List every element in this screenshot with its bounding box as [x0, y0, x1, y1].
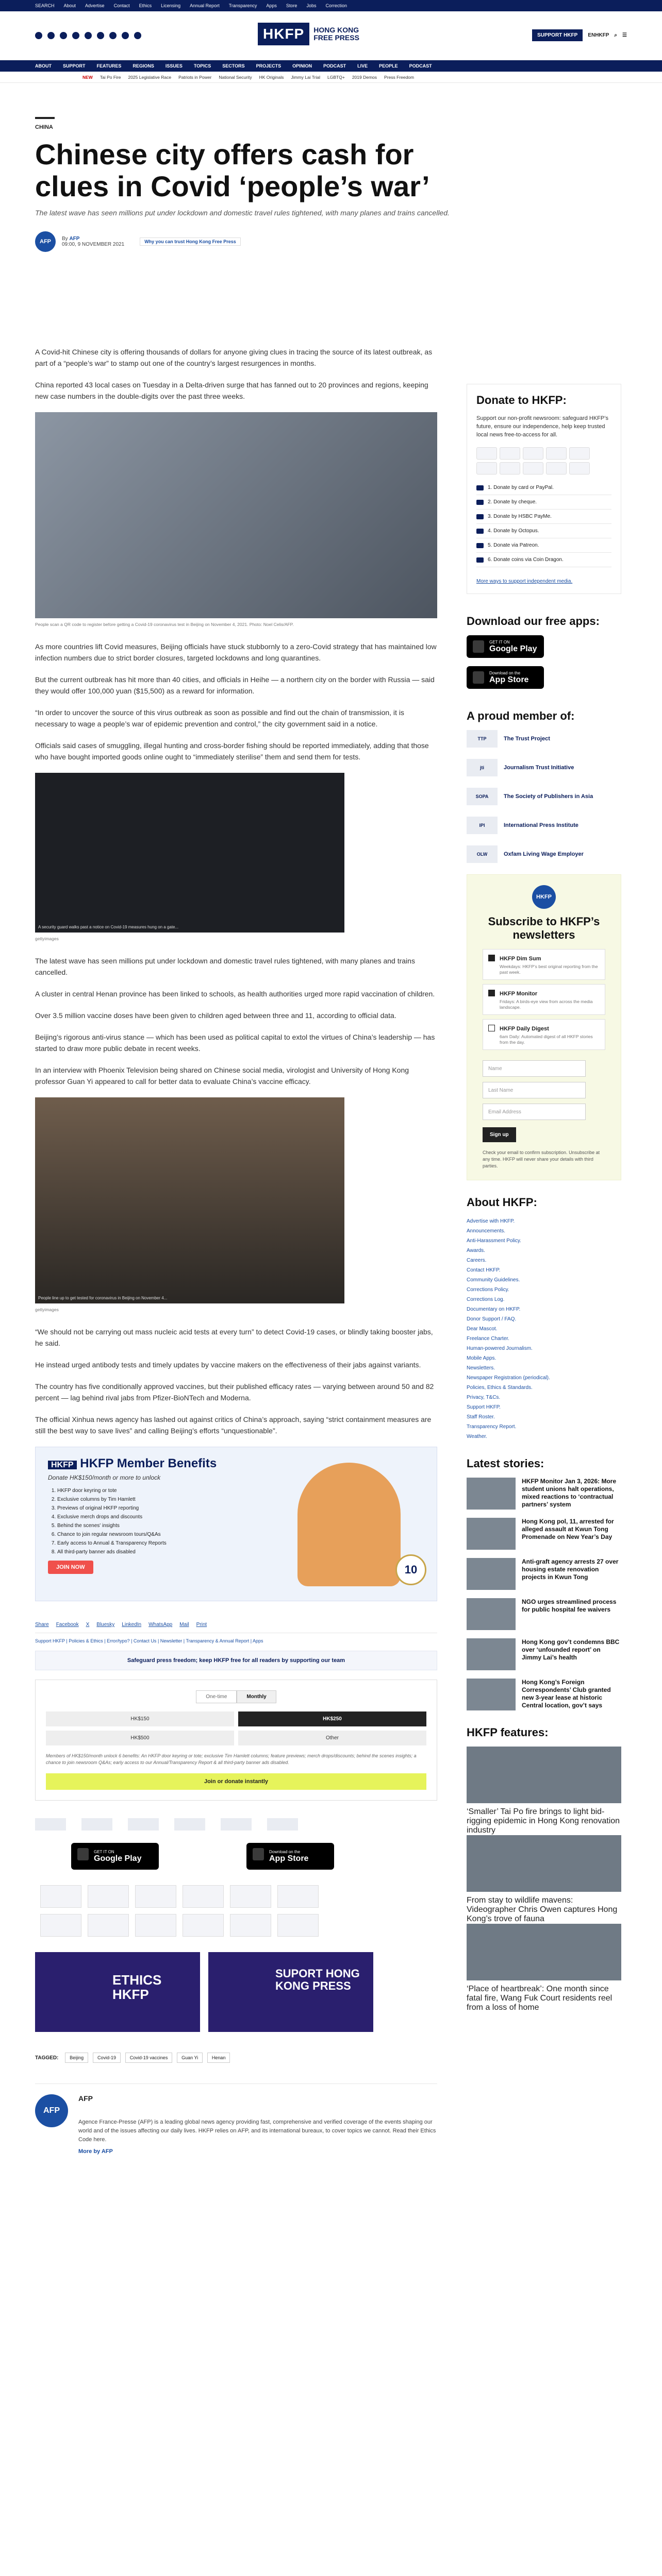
paragraph: A cluster in central Henan province has been linked to schools, as health authorities urged more rapid vaccination of children.: [35, 990, 435, 998]
getty-credit: gettyimages: [35, 1307, 59, 1312]
anniversary-badge: 10: [395, 1554, 426, 1585]
nav-item[interactable]: PEOPLE: [379, 63, 398, 69]
about-link[interactable]: Donor Support / FAQ.: [467, 1316, 517, 1322]
newsletter-option[interactable]: HKFP Dim Sum Weekdays: HKFP’s best original reporting from the past week.: [483, 949, 605, 980]
telegram-icon[interactable]: [122, 32, 129, 39]
x-icon[interactable]: [47, 32, 55, 39]
feature-title[interactable]: From stay to wildlife mavens: Videographer Chris Owen captures Hong Kong’s trove of fauna: [467, 1896, 618, 1923]
about-link[interactable]: Freelance Charter.: [467, 1336, 509, 1342]
nav-item[interactable]: REGIONS: [133, 63, 154, 69]
about-link[interactable]: Community Guidelines.: [467, 1277, 520, 1283]
partner-logo[interactable]: [221, 1818, 252, 1831]
getty-caption: People line up to get tested for coronavirus in Beijing on November 4...: [38, 1296, 168, 1300]
author-name[interactable]: AFP: [69, 236, 80, 242]
amount-option[interactable]: HK$500: [46, 1731, 234, 1745]
tag[interactable]: Covid-19 vaccines: [125, 2053, 173, 2063]
benefit-item: 8. All third-party banner ads disabled: [57, 1548, 424, 1556]
utility-link[interactable]: Correction: [325, 3, 347, 8]
paragraph: Beijing’s rigorous anti-virus stance — which has been used as political capital to extol the virtues of China’s leadership — has started to draw more public debate in recent weeks.: [35, 1033, 435, 1053]
partner-logo[interactable]: [128, 1818, 159, 1831]
apps-title: Download our free apps:: [467, 615, 600, 628]
utility-link[interactable]: Jobs: [306, 3, 317, 8]
tags-label: TAGGED:: [35, 2055, 59, 2061]
about-link[interactable]: Policies, Ethics & Standards.: [467, 1385, 533, 1391]
app-store-badge[interactable]: Download on the App Store: [246, 1843, 334, 1870]
benefit-item: 4. Exclusive merch drops and discounts: [57, 1513, 424, 1521]
support-press-banner[interactable]: SUPORT HONG KONG PRESS: [208, 1952, 373, 2032]
payme-icon: [476, 514, 484, 519]
checkbox[interactable]: [488, 1025, 495, 1031]
story-item[interactable]: HKFP Monitor Jan 3, 2026: More student unions halt operations, mixed reactions to ‘contractual partners’ system: [467, 1478, 621, 1510]
donate-widget: [467, 384, 621, 594]
partner-logo[interactable]: [174, 1818, 205, 1831]
paypal-icon: [569, 462, 590, 474]
share-mail[interactable]: Mail: [179, 1622, 189, 1628]
jcb-icon: [569, 447, 590, 460]
nav-item[interactable]: FEATURES: [96, 63, 122, 69]
discover-icon: [277, 1885, 319, 1908]
nav-item[interactable]: SECTORS: [222, 63, 245, 69]
tab-monthly[interactable]: Monthly: [237, 1690, 276, 1703]
trending-link[interactable]: Tai Po Fire: [100, 74, 121, 80]
nav-item[interactable]: PROJECTS: [256, 63, 282, 69]
story-thumbnail: [467, 1518, 516, 1550]
about-link[interactable]: Careers.: [467, 1258, 487, 1263]
linkedin-icon[interactable]: [97, 32, 104, 39]
membership-note: Members of HK$150/month unlock 6 benefits: An HKFP door keyring or tote; exclusive Tim Hamlett columns; feature previews; merch drops/discounts; behind the scenes insights; a chance to join newsroom Q&As; early access to our Annual/Transparency Report & all third-party banner ads disabled.: [46, 1753, 417, 1765]
paragraph: As more countries lift Covid measures, Beijing officials have stuck stubbornly to a zero-Covid strategy that has maintained low infection numbers due to strict border closures, targeted lockdowns and long quarantines.: [35, 642, 437, 662]
paragraph: The latest wave has seen millions put under lockdown and domestic travel rules tightened, with many planes and trains cancelled.: [35, 957, 415, 976]
language-switch[interactable]: ENHKFP: [588, 32, 609, 38]
paragraph: But the current outbreak has hit more than 40 cities, and officials in Heihe — a northern city on the border with Russia — said they would offer 100,000 yuan ($15,500) as a reward for information.: [35, 675, 435, 695]
email-input[interactable]: Email Address: [483, 1104, 586, 1120]
nav-item[interactable]: TOPICS: [193, 63, 211, 69]
patreon-icon: [135, 1914, 176, 1937]
story-thumbnail: [467, 1598, 516, 1630]
tag[interactable]: Covid-19: [93, 2053, 121, 2063]
apple-icon: [473, 671, 484, 684]
utility-link[interactable]: SEARCH: [35, 3, 55, 8]
tab-one-time[interactable]: One-time: [196, 1690, 237, 1703]
section-label[interactable]: CHINA: [35, 117, 55, 130]
author-avatar[interactable]: AFP: [35, 231, 56, 252]
google-play-icon: [473, 640, 484, 653]
mascot-illustration: [297, 1463, 401, 1586]
feature-title[interactable]: ‘Place of heartbreak’: One month since fatal fire, Wang Fuk Court residents reel from a loss of home: [467, 1985, 613, 2012]
author-box: [35, 2083, 437, 2155]
amount-option[interactable]: HK$150: [46, 1711, 234, 1726]
paragraph: A Covid-hit Chinese city is offering thousands of dollars for anyone giving clues in tracing the source of its latest outbreak, as part of a “people’s war” to stamp out one of the country’s largest resurgences in months.: [35, 348, 433, 367]
menu-icon[interactable]: ☰: [622, 32, 627, 38]
google-play-icon: [77, 1848, 89, 1860]
member-org[interactable]: jti Journalism Trust Initiative: [467, 759, 621, 776]
trending-link[interactable]: National Security: [219, 74, 252, 80]
feature-title[interactable]: ‘Smaller’ Tai Po fire brings to light bid-rigging epidemic in Hong Kong renovation industry: [467, 1807, 620, 1835]
feature-image[interactable]: [467, 1835, 621, 1892]
member-org[interactable]: SOPA The Society of Publishers in Asia: [467, 788, 621, 805]
mastercard-icon: [476, 447, 497, 460]
member-benefits-promo[interactable]: [35, 1447, 437, 1601]
newsletter-widget: [467, 874, 621, 1180]
getty-photo[interactable]: [35, 773, 344, 933]
about-link[interactable]: Weather.: [467, 1434, 487, 1439]
trending-link[interactable]: Jimmy Lai Trial: [291, 74, 321, 80]
site-header: [0, 11, 662, 60]
trending-bar: [0, 72, 662, 83]
support-button[interactable]: SUPPORT HKFP: [532, 29, 583, 41]
paragraph: The country has five conditionally approved vaccines, but their published efficacy rates — varying between around 50 and 82 percent — lag behind rival jabs from Pfizer-BioNTech and Moderna.: [35, 1382, 434, 1402]
article-title: Chinese city offers cash for clues in Covid ‘people’s war’: [35, 138, 430, 202]
trending-link[interactable]: Press Freedom: [384, 74, 415, 80]
utility-link[interactable]: Ethics: [139, 3, 152, 8]
donate-title: Donate to HKFP:: [476, 394, 567, 406]
share-linkedin[interactable]: LinkedIn: [122, 1622, 142, 1628]
share-whatsapp[interactable]: WhatsApp: [148, 1622, 173, 1628]
paragraph: “In order to uncover the source of this virus outbreak as soon as possible and find out the chain of transmission, it is necessary to wage a people’s war of epidemic prevention and control,” the city government said in a notice.: [35, 708, 404, 728]
promo-title: HKFP Member Benefits: [80, 1456, 217, 1470]
author-bio: Agence France-Presse (AFP) is a leading global news agency providing fast, comprehensive and verified coverage of the events shaping our world and of the issues affecting our daily lives. HKFP relies on AFP, and its international bureaux, to cover topics we cannot. Read their Ethics Code here.: [78, 2119, 436, 2143]
trending-link[interactable]: Patriots in Power: [178, 74, 212, 80]
about-link[interactable]: Newsletters.: [467, 1365, 495, 1371]
trending-link[interactable]: HK Originals: [259, 74, 284, 80]
about-link[interactable]: Awards.: [467, 1248, 485, 1253]
feature-image[interactable]: [467, 1924, 621, 1980]
utility-link[interactable]: Advertise: [85, 3, 105, 8]
sidebar: [467, 384, 621, 2012]
newsletter-option[interactable]: HKFP Monitor Fridays: A birds-eye view from across the media landscape.: [483, 984, 605, 1015]
apple-pay-icon: [40, 1914, 81, 1937]
about-link[interactable]: Advertise with HKFP.: [467, 1218, 515, 1224]
nav-item[interactable]: LIVE: [357, 63, 368, 69]
story-item[interactable]: NGO urges streamlined process for public hospital fee waivers: [467, 1598, 621, 1630]
promo-logo: HKFP: [48, 1461, 77, 1469]
donate-text: Support our non-profit newsroom: safeguard HKFP’s future, ensure our independence, help keep trusted local news free-to-access for all.: [476, 415, 608, 438]
share-facebook[interactable]: Facebook: [56, 1622, 79, 1628]
partner-logos: [35, 1818, 437, 1831]
about-link[interactable]: Corrections Log.: [467, 1297, 505, 1302]
newsletter-logo: HKFP: [532, 885, 556, 909]
donate-option[interactable]: 3. Donate by HSBC PayMe.: [476, 510, 611, 524]
apple-pay-icon: [500, 462, 520, 474]
author-box-name[interactable]: AFP: [78, 2094, 93, 2103]
byline: [35, 231, 627, 252]
amount-option[interactable]: Other: [238, 1731, 426, 1745]
article-lede: The latest wave has seen millions put under lockdown and domestic travel rules tightened, with many planes and trains cancelled.: [35, 209, 450, 217]
amex-icon: [546, 447, 567, 460]
threads-icon[interactable]: [72, 32, 79, 39]
logo-line1: HONG KONG: [313, 26, 359, 34]
app-store-badge[interactable]: Download on the App Store: [467, 666, 544, 689]
visa-icon: [135, 1885, 176, 1908]
google-pay-icon: [88, 1914, 129, 1937]
nav-item[interactable]: OPINION: [292, 63, 312, 69]
paragraph: “We should not be carrying out mass nucleic acid tests at every turn” to detect Covid-19 cases, or blindly taking booster jabs, he said.: [35, 1328, 433, 1347]
last-name-input[interactable]: Last Name: [483, 1082, 586, 1098]
paragraph: He instead urged antibody tests and timely updates by vaccine makers on the effectiveness of their jabs against variants.: [35, 1361, 421, 1369]
tag[interactable]: Guan Yi: [177, 2053, 203, 2063]
story-thumbnail: [467, 1478, 516, 1510]
checkbox[interactable]: [488, 955, 495, 961]
partner-logo[interactable]: [81, 1818, 112, 1831]
author-avatar[interactable]: AFP: [35, 2094, 68, 2127]
payme-icon: [230, 1914, 271, 1937]
nav-item[interactable]: PODCAST: [409, 63, 432, 69]
paypal-icon: [183, 1914, 224, 1937]
latest-stories: [467, 1457, 621, 1710]
paragraph: China reported 43 local cases on Tuesday in a Delta-driven surge that has fanned out to 20 provinces and regions, keeping new case numbers in the double-digits over the past three weeks.: [35, 381, 428, 400]
google-play-badge[interactable]: GET IT ON Google Play: [71, 1843, 159, 1870]
unionpay-icon: [88, 1885, 129, 1908]
patreon-icon: [476, 543, 484, 548]
google-play-badge[interactable]: GET IT ON Google Play: [467, 635, 544, 658]
mastercard-icon: [40, 1885, 81, 1908]
paragraph: In an interview with Phoenix Television being shared on Chinese social media, virologist and University of Hong Kong professor Guan Yi appeared to call for better data to evaluate China’s vaccine efficacy.: [35, 1066, 409, 1086]
about-title: About HKFP:: [467, 1196, 537, 1209]
about-link[interactable]: Corrections Policy.: [467, 1287, 509, 1293]
about-link[interactable]: Documentary on HKFP.: [467, 1307, 521, 1312]
article-photo[interactable]: [35, 412, 437, 618]
youtube-icon[interactable]: [85, 32, 92, 39]
main-nav: [0, 60, 662, 72]
benefit-item: 1. HKFP door keyring or tote: [57, 1486, 424, 1495]
benefit-item: 5. Behind the scenes' insights: [57, 1521, 424, 1530]
whatsapp-icon[interactable]: [134, 32, 141, 39]
story-item[interactable]: Hong Kong gov’t condemns BBC over ‘unfounded report’ on Jimmy Lai’s health: [467, 1638, 621, 1670]
paragraph: Officials said cases of smuggling, illegal hunting and cross-border fishing should be reported immediately, adding that those who have bought imported goods online ought to “immediately sterilise” them and send them for tests.: [35, 741, 429, 761]
features-widget: [467, 1726, 621, 2012]
cheque-icon: [476, 500, 484, 505]
trending-link[interactable]: 2025 Legislative Race: [128, 74, 172, 80]
promo-subtitle: Donate HK$150/month or more to unlock: [48, 1474, 161, 1481]
utility-link[interactable]: Annual Report: [190, 3, 220, 8]
about-widget: [467, 1196, 621, 1442]
trust-link[interactable]: Why you can trust Hong Kong Free Press: [140, 238, 241, 246]
ethics-banner[interactable]: ETHICS HKFP: [35, 1952, 200, 2032]
partner-logo[interactable]: [267, 1818, 298, 1831]
facebook-icon[interactable]: [35, 32, 42, 39]
paragraph: Over 3.5 million vaccine doses have been given to children aged between three and 11, according to official data.: [35, 1011, 396, 1020]
unionpay-icon: [500, 447, 520, 460]
benefit-item: 3. Previews of original HKFP reporting: [57, 1504, 424, 1513]
utility-link[interactable]: About: [63, 3, 76, 8]
join-now-button[interactable]: JOIN NOW: [48, 1561, 93, 1574]
article-body: [35, 346, 437, 2155]
donation-form: [35, 1680, 437, 1801]
share-x[interactable]: X: [86, 1622, 90, 1628]
by-label: By: [62, 236, 68, 242]
tag[interactable]: Henan: [207, 2053, 230, 2063]
about-link[interactable]: Dear Mascot.: [467, 1326, 498, 1332]
about-link[interactable]: Mobile Apps.: [467, 1355, 496, 1361]
benefit-item: 2. Exclusive columns by Tim Hamlett: [57, 1495, 424, 1504]
bluesky-icon[interactable]: [109, 32, 117, 39]
share-label: Share: [35, 1622, 49, 1628]
member-org[interactable]: TTP The Trust Project: [467, 730, 621, 748]
trending-link[interactable]: LGBTQ+: [327, 74, 345, 80]
discover-icon: [476, 462, 497, 474]
publish-date: 09:00, 9 NOVEMBER 2021: [62, 242, 125, 247]
donate-option[interactable]: 6. Donate coins via Coin Dragon.: [476, 553, 611, 567]
signup-button[interactable]: Sign up: [483, 1127, 516, 1142]
join-donate-button[interactable]: Join or donate instantly: [46, 1773, 426, 1790]
coin-icon: [476, 557, 484, 563]
octopus-icon: [277, 1914, 319, 1937]
story-thumbnail: [467, 1638, 516, 1670]
about-link[interactable]: Privacy, T&Cs.: [467, 1395, 501, 1400]
about-link[interactable]: Staff Roster.: [467, 1414, 495, 1420]
member-title: A proud member of:: [467, 709, 575, 722]
logo-mark: HKFP: [258, 23, 309, 45]
benefit-item: 7. Early access to Annual & Transparency Reports: [57, 1539, 424, 1548]
first-name-input[interactable]: Name: [483, 1060, 586, 1077]
member-org[interactable]: IPI International Press Institute: [467, 817, 621, 834]
latest-title: Latest stories:: [467, 1457, 544, 1470]
tag-list: [35, 2053, 437, 2063]
utility-link[interactable]: Transparency: [228, 3, 257, 8]
about-link[interactable]: Anti-Harassment Policy.: [467, 1238, 521, 1244]
more-by-author[interactable]: More by AFP: [78, 2148, 113, 2155]
amex-icon: [183, 1885, 224, 1908]
payment-logos: [35, 1885, 324, 1937]
amount-option[interactable]: HK$250: [238, 1711, 426, 1726]
about-link[interactable]: Contact HKFP.: [467, 1267, 501, 1273]
share-print[interactable]: Print: [196, 1622, 207, 1628]
search-icon[interactable]: ⌕: [614, 32, 618, 38]
about-link[interactable]: Newspaper Registration (periodical).: [467, 1375, 550, 1381]
utility-link[interactable]: Licensing: [161, 3, 181, 8]
membership-widget: [467, 709, 621, 863]
new-badge: NEW: [82, 74, 93, 80]
story-thumbnail: [467, 1558, 516, 1590]
photo-caption: People scan a QR code to register before getting a Covid-19 coronavirus test in Beijing on November 4, 2021. Photo: Noel Celis/AFP.: [35, 622, 294, 627]
newsletter-note: Check your email to confirm subscription. Unsubscribe at any time. HKFP will never share your details with third parties.: [483, 1150, 600, 1168]
donate-option[interactable]: 4. Donate by Octopus.: [476, 524, 611, 538]
jcb-icon: [230, 1885, 271, 1908]
trending-link[interactable]: 2019 Demos: [352, 74, 377, 80]
nav-item[interactable]: PODCAST: [323, 63, 346, 69]
partner-logo[interactable]: [35, 1818, 66, 1831]
card-icon: [476, 485, 484, 490]
story-thumbnail: [467, 1679, 516, 1710]
nav-item[interactable]: ISSUES: [165, 63, 183, 69]
utility-bar: [0, 0, 662, 11]
member-org[interactable]: OLW Oxfam Living Wage Employer: [467, 845, 621, 863]
octopus-icon: [476, 529, 484, 534]
story-item[interactable]: Hong Kong’s Foreign Correspondents’ Club granted new 3-year lease at historic Central location, gov’t says: [467, 1679, 621, 1710]
donate-option[interactable]: 2. Donate by cheque.: [476, 495, 611, 510]
paragraph: The official Xinhua news agency has lashed out against critics of China’s approach, saying “strict containment measures are still the best way to save lives” and calling Beijing’s efforts “unquestionable”.: [35, 1415, 432, 1435]
logo-line2: FREE PRESS: [313, 33, 359, 42]
share-bar: [35, 1622, 437, 1633]
apple-icon: [253, 1848, 264, 1860]
feature-image[interactable]: [467, 1747, 621, 1803]
more-ways-link[interactable]: More ways to support independent media.: [476, 579, 573, 584]
apps-widget: [467, 615, 621, 689]
policy-links[interactable]: Support HKFP | Policies & Ethics | Error/typo? | Contact Us | Newsletter | Transparency & Annual Report | Apps: [35, 1638, 263, 1643]
features-title: HKFP features:: [467, 1726, 549, 1739]
nav-item[interactable]: ABOUT: [35, 63, 52, 69]
social-links: [35, 32, 141, 39]
patreon-icon: [546, 462, 567, 474]
article-header: [0, 117, 662, 252]
share-bluesky[interactable]: Bluesky: [96, 1622, 115, 1628]
donate-option[interactable]: 1. Donate by card or PayPal.: [476, 481, 611, 495]
donate-option[interactable]: 5. Donate via Patreon.: [476, 538, 611, 553]
site-logo[interactable]: [258, 23, 359, 45]
about-link[interactable]: Human-powered Journalism.: [467, 1346, 533, 1351]
utility-link[interactable]: Store: [286, 3, 297, 8]
getty-photo[interactable]: [35, 1097, 344, 1303]
getty-credit: gettyimages: [35, 936, 59, 941]
nav-item[interactable]: SUPPORT: [63, 63, 86, 69]
newsletter-title: Subscribe to HKFP’s newsletters: [488, 915, 600, 941]
google-pay-icon: [523, 462, 543, 474]
benefit-item: 6. Chance to join regular newsroom tours/Q&As: [57, 1530, 424, 1539]
story-item[interactable]: Hong Kong pol, 11, arrested for alleged assault at Kwun Tong Promenade on New Year’s Day: [467, 1518, 621, 1550]
utility-link[interactable]: Contact: [113, 3, 130, 8]
getty-caption: A security guard walks past a notice on Covid-19 measures hung on a gate...: [38, 925, 179, 929]
about-link[interactable]: Announcements.: [467, 1228, 506, 1234]
tag[interactable]: Beijing: [65, 2053, 88, 2063]
instagram-icon[interactable]: [60, 32, 67, 39]
story-item[interactable]: Anti-graft agency arrests 27 over housing estate renovation projects in Kwun Tong: [467, 1558, 621, 1590]
checkbox[interactable]: [488, 990, 495, 996]
visa-icon: [523, 447, 543, 460]
payment-icons: [476, 447, 611, 474]
about-link[interactable]: Support HKFP.: [467, 1404, 501, 1410]
about-link[interactable]: Transparency Report.: [467, 1424, 517, 1430]
newsletter-option[interactable]: HKFP Daily Digest 6am Daily: Automated digest of all HKFP stories from the day.: [483, 1019, 605, 1050]
support-banner[interactable]: Safeguard press freedom; keep HKFP free for all readers by supporting our team: [35, 1651, 437, 1670]
utility-link[interactable]: Apps: [266, 3, 277, 8]
